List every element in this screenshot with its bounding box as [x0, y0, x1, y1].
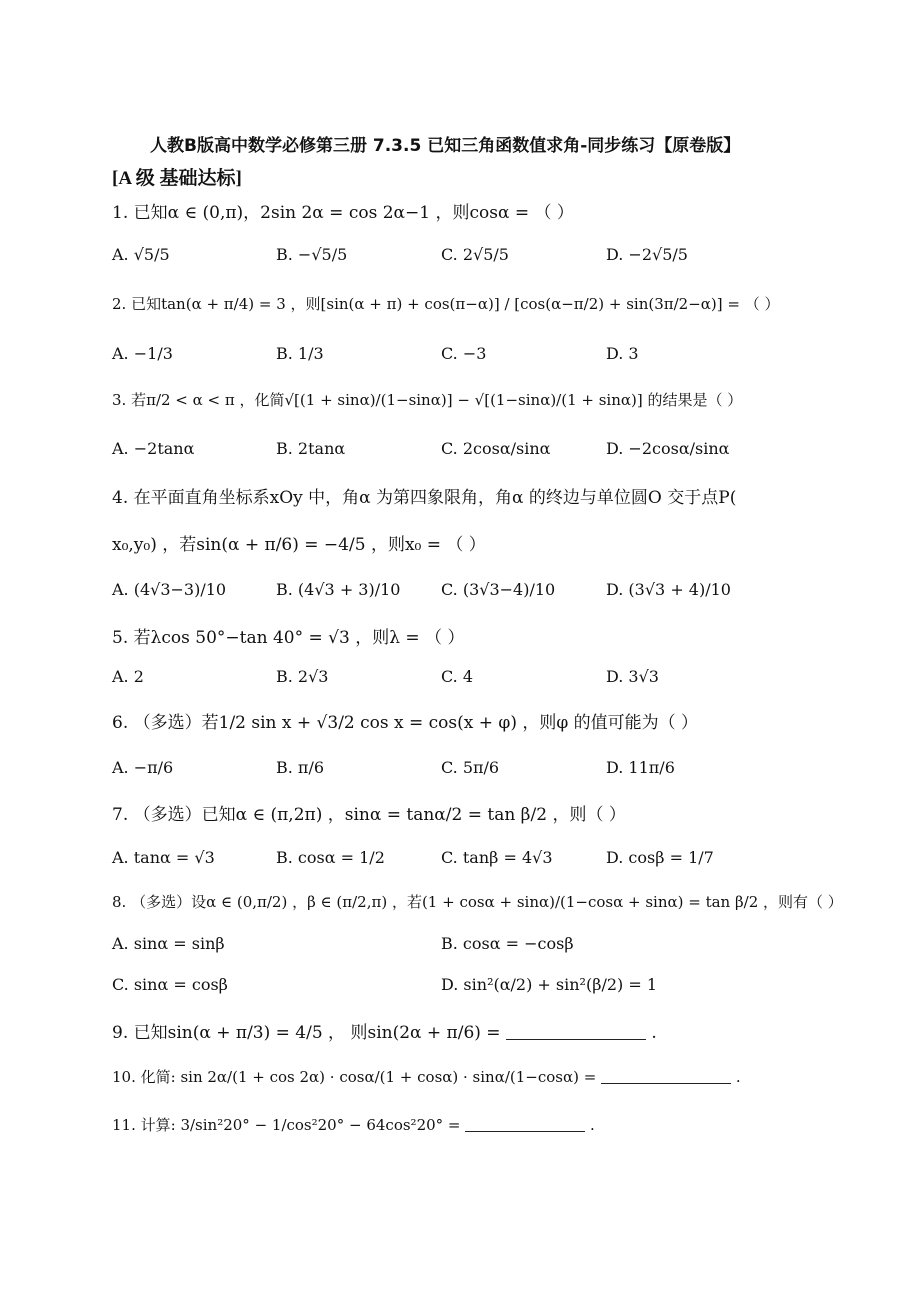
q7-option-d: D. cosβ = 1/7 — [606, 848, 714, 867]
question-7: 7. （多选）已知α ∈ (π,2π) ，sinα = tanα/2 = tan β/2 ，则（ ） — [112, 805, 626, 825]
q3-option-b: B. 2tanα — [276, 439, 346, 458]
q7-option-c: C. tanβ = 4√3 — [441, 848, 553, 867]
question-10-period: . — [735, 1068, 741, 1086]
question-9-period: . — [651, 1023, 657, 1043]
q2-option-a: A. −1/3 — [112, 344, 173, 363]
q4-option-a: A. (4√3−3)/10 — [112, 580, 227, 599]
q1-option-a: A. √5/5 — [112, 245, 170, 264]
q3-option-c: C. 2cosα/sinα — [441, 439, 551, 458]
q6-option-c: C. 5π/6 — [441, 758, 500, 777]
question-9 — [112, 1018, 657, 1043]
q6-option-a: A. −π/6 — [112, 758, 174, 777]
q1-option-b: B. −√5/5 — [276, 245, 348, 264]
question-10 — [112, 1066, 741, 1087]
q5-option-d: D. 3√3 — [606, 667, 659, 686]
question-10-text: 10. 化简: sin 2α/(1 + cos 2α) · cosα/(1 + cosα) · sinα/(1−cosα) = — [112, 1068, 602, 1086]
q2-option-b: B. 1/3 — [276, 344, 324, 363]
answer-blank[interactable] — [465, 1130, 585, 1132]
q1-option-d: D. −2√5/5 — [606, 245, 688, 264]
question-6: 6. （多选）若1/2 sin x + √3/2 cos x = cos(x + φ) ，则φ 的值可能为（ ） — [112, 713, 699, 733]
q5-option-a: A. 2 — [112, 667, 144, 686]
question-1: 1. 已知α ∈ (0,π)，2sin 2α = cos 2α−1 ，则cosα = （ ） — [112, 203, 574, 223]
question-2: 2. 已知tan(α + π/4) = 3 ，则[sin(α + π) + cos(π−α)] / [cos(α−π/2) + sin(3π/2−α)] = （ ） — [112, 295, 780, 313]
answer-blank[interactable] — [601, 1082, 731, 1084]
q8-option-b: B. cosα = −cosβ — [441, 934, 574, 953]
question-8: 8. （多选）设α ∈ (0,π/2) ，β ∈ (π/2,π) ，若(1 + cosα + sinα)/(1−cosα + sinα) = tan β/2 ，则有（ ） — [112, 893, 843, 911]
question-11-text: 11. 计算: 3/sin²20° − 1/cos²20° − 64cos²20° = — [112, 1116, 466, 1134]
q8-option-a: A. sinα = sinβ — [112, 934, 225, 953]
q5-option-b: B. 2√3 — [276, 667, 329, 686]
q5-option-c: C. 4 — [441, 667, 474, 686]
q4-option-c: C. (3√3−4)/10 — [441, 580, 556, 599]
q4-option-d: D. (3√3 + 4)/10 — [606, 580, 731, 599]
page-title: 人教B版高中数学必修第三册 7.3.5 已知三角函数值求角-同步练习【原卷版】 — [150, 136, 741, 156]
q3-option-a: A. −2tanα — [112, 439, 195, 458]
q2-option-c: C. −3 — [441, 344, 487, 363]
question-4-continued: x₀,y₀) ，若sin(α + π/6) = −4/5 ，则x₀ = （ ） — [112, 535, 486, 555]
question-3: 3. 若π/2 < α < π ，化简√[(1 + sinα)/(1−sinα)] − √[(1−sinα)/(1 + sinα)] 的结果是（ ） — [112, 391, 743, 409]
q8-option-c: C. sinα = cosβ — [112, 975, 228, 994]
question-11-period: . — [590, 1116, 595, 1134]
q7-option-a: A. tanα = √3 — [112, 848, 215, 867]
question-4: 4. 在平面直角坐标系xOy 中，角α 为第四象限角，角α 的终边与单位圆O 交于点P( — [112, 488, 737, 508]
question-9-text: 9. 已知sin(α + π/3) = 4/5 ， 则sin(2α + π/6) = — [112, 1023, 506, 1043]
q8-option-d: D. sin²(α/2) + sin²(β/2) = 1 — [441, 975, 658, 994]
q1-option-c: C. 2√5/5 — [441, 245, 509, 264]
question-5: 5. 若λcos 50°−tan 40° = √3 ，则λ = （ ） — [112, 628, 465, 648]
question-11 — [112, 1114, 595, 1135]
q4-option-b: B. (4√3 + 3)/10 — [276, 580, 401, 599]
section-heading: [A 级 基础达标] — [112, 168, 242, 189]
q3-option-d: D. −2cosα/sinα — [606, 439, 730, 458]
q2-option-d: D. 3 — [606, 344, 639, 363]
q6-option-b: B. π/6 — [276, 758, 325, 777]
q6-option-d: D. 11π/6 — [606, 758, 675, 777]
q7-option-b: B. cosα = 1/2 — [276, 848, 385, 867]
answer-blank[interactable] — [506, 1038, 646, 1040]
